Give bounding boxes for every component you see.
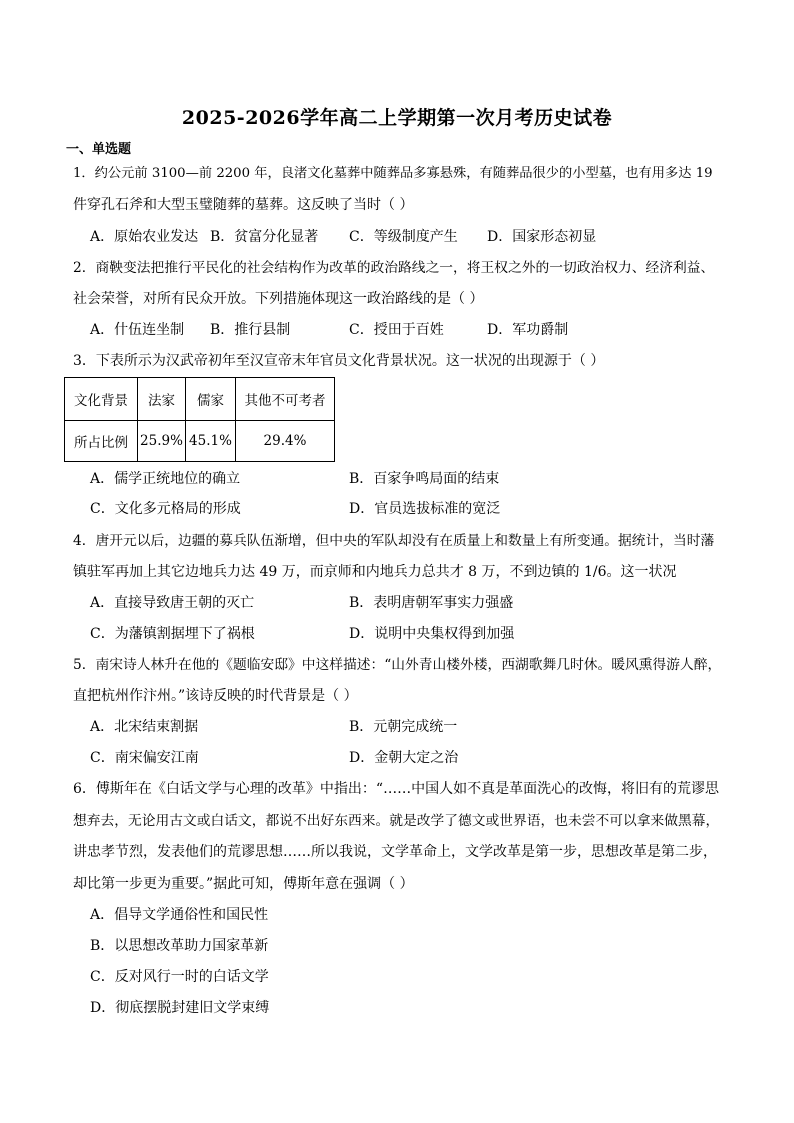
q4-option-b[interactable]: B．表明唐朝军事实力强盛 — [349, 595, 514, 611]
table-header-cell: 法家 — [138, 378, 186, 421]
q2-stem-line-1: 2．商鞅变法把推行平民化的社会结构作为改革的政治路线之一，将王权之外的一切政治权力、经济利益、 — [73, 260, 715, 276]
q6-option-d[interactable]: D．彻底摆脱封建旧文学束缚 — [90, 1000, 270, 1016]
table-cell: 所占比例 — [65, 421, 138, 462]
q2-option-a[interactable]: A．什伍连坐制 — [90, 322, 185, 338]
q2-option-b[interactable]: B．推行县制 — [210, 322, 291, 338]
q2-stem-line-2: 社会荣誉，对所有民众开放。下列措施体现这一政治路线的是（ ） — [73, 291, 484, 307]
table-header-cell: 其他不可考者 — [236, 378, 335, 421]
table-cell: 29.4% — [236, 421, 335, 462]
q3-option-d[interactable]: D．官员选拔标准的宽泛 — [349, 501, 501, 517]
q5-stem-line-1: 5．南宋诗人林升在他的《题临安邸》中这样描述：“山外青山楼外楼，西湖歌舞几时休。暖风熏得游人醉， — [73, 657, 722, 673]
q2-option-c[interactable]: C．授田于百姓 — [349, 322, 444, 338]
q1-stem-line-2: 件穿孔石斧和大型玉璧随葬的墓葬。这反映了当时（ ） — [73, 197, 414, 213]
q1-option-b[interactable]: B．贫富分化显著 — [210, 229, 319, 245]
q5-option-b[interactable]: B．元朝完成统一 — [349, 719, 458, 735]
q6-option-a[interactable]: A．倡导文学通俗性和国民性 — [90, 907, 269, 923]
table-cell: 45.1% — [186, 421, 236, 462]
table-row — [65, 421, 335, 462]
culture-background-table — [64, 377, 335, 462]
q4-stem-line-2: 镇驻军再加上其它边地兵力达 49 万，而京师和内地兵力总共才 8 万，不到边镇的 1/6。这一状况 — [73, 564, 677, 580]
q6-stem-line-1: 6．傅斯年在《白话文学与心理的改革》中指出：“……中国人如不真是革面洗心的改悔，将旧有的荒谬思 — [73, 781, 720, 797]
q4-option-a[interactable]: A．直接导致唐王朝的灭亡 — [90, 595, 255, 611]
section-heading: 一、单选题 — [66, 142, 132, 157]
q5-stem-line-2: 直把杭州作汴州。”该诗反映的时代背景是（ ） — [73, 688, 358, 704]
q1-option-d[interactable]: D．国家形态初显 — [487, 229, 597, 245]
q3-option-b[interactable]: B．百家争鸣局面的结束 — [349, 471, 500, 487]
q6-option-c[interactable]: C．反对风行一时的白话文学 — [90, 969, 269, 985]
table-cell: 25.9% — [138, 421, 186, 462]
q5-option-a[interactable]: A．北宋结束割据 — [90, 719, 199, 735]
q5-option-d[interactable]: D．金朝大定之治 — [349, 750, 459, 766]
q6-stem-line-3: 讲忠孝节烈，发表他们的荒谬思想……所以我说，文学革命上，文学改革是第一步，思想改革是第二步， — [73, 844, 717, 860]
q1-stem-line-1: 1．约公元前 3100—前 2200 年，良渚文化墓葬中随葬品多寡悬殊，有随葬品很少的小型墓，也有用多达 19 — [73, 166, 713, 181]
table-header-cell: 文化背景 — [65, 378, 138, 421]
q3-option-a[interactable]: A．儒学正统地位的确立 — [90, 471, 241, 487]
q2-option-d[interactable]: D．军功爵制 — [487, 322, 569, 338]
q4-option-d[interactable]: D．说明中央集权得到加强 — [349, 626, 515, 642]
table-header-row — [65, 378, 335, 421]
q1-option-c[interactable]: C．等级制度产生 — [349, 229, 458, 245]
q1-option-a[interactable]: A．原始农业发达 — [90, 229, 199, 245]
q3-stem-line-1: 3．下表所示为汉武帝初年至汉宣帝末年官员文化背景状况。这一状况的出现源于（ ） — [73, 353, 605, 369]
q5-option-c[interactable]: C．南宋偏安江南 — [90, 750, 199, 766]
q6-stem-line-4: 却比第一步更为重要。”据此可知，傅斯年意在强调（ ） — [73, 876, 414, 892]
table-header-cell: 儒家 — [186, 378, 236, 421]
q6-stem-line-2: 想弃去，无论用古文或白话文，都说不出好东西来。就是改学了德文或世界语，也未尝不可以拿来做黑幕， — [73, 813, 720, 829]
q4-stem-line-1: 4．唐开元以后，边疆的募兵队伍渐增，但中央的军队却没有在质量上和数量上有所变通。据统计，当时藩 — [73, 533, 715, 549]
q4-option-c[interactable]: C．为藩镇割据埋下了祸根 — [90, 626, 255, 642]
q6-option-b[interactable]: B．以思想改革助力国家革新 — [90, 938, 269, 954]
page-title: 2025-2026学年高二上学期第一次月考历史试卷 — [181, 107, 613, 129]
q3-option-c[interactable]: C．文化多元格局的形成 — [90, 501, 241, 517]
